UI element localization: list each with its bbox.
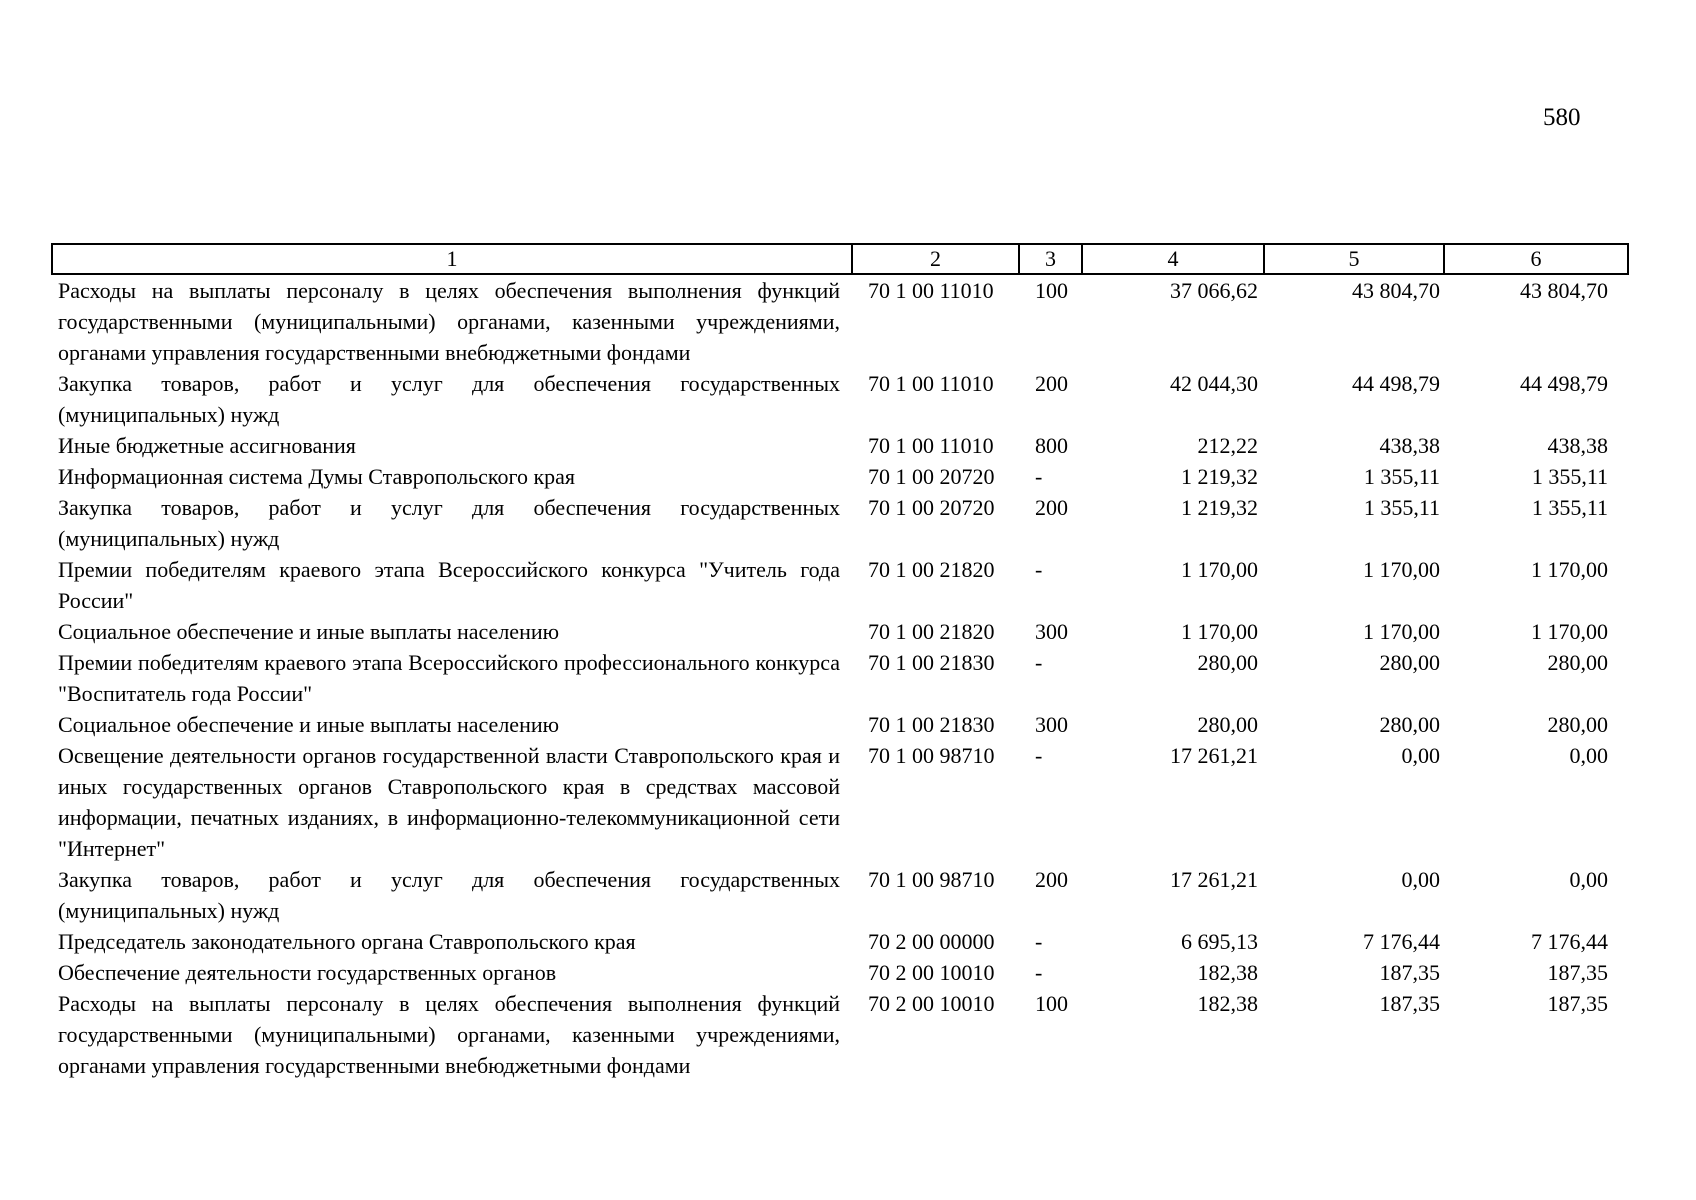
amount-cell-5: 43 804,70 bbox=[1352, 278, 1440, 303]
amount-cell-5: 1 355,11 bbox=[1363, 495, 1440, 520]
target-article-code-cell: 70 2 00 10010 bbox=[868, 960, 995, 985]
amount-cell-4: 1 170,00 bbox=[1181, 557, 1258, 582]
amount-cell-4: 1 219,32 bbox=[1181, 464, 1258, 489]
expense-type-cell: - bbox=[1035, 464, 1043, 489]
amount-cell-4: 182,38 bbox=[1197, 991, 1258, 1016]
row-name-cell: Иные бюджетные ассигнования bbox=[58, 433, 356, 458]
amount-cell-4: 37 066,62 bbox=[1170, 278, 1258, 303]
amount-cell-5: 187,35 bbox=[1379, 991, 1440, 1016]
target-article-code-cell: 70 1 00 21830 bbox=[868, 712, 995, 737]
row-name-cell: Закупка товаров, работ и услуг для обеспечения государственных (муниципальных) нужд bbox=[58, 867, 840, 923]
amount-cell-5: 280,00 bbox=[1379, 650, 1440, 675]
expense-type-cell: 300 bbox=[1035, 712, 1068, 737]
row-name-cell: Премии победителям краевого этапа Всероссийского профессионального конкурса "Воспитатель года России" bbox=[58, 650, 840, 706]
column-header-5: 5 bbox=[1264, 244, 1444, 274]
target-article-code-cell: 70 1 00 20720 bbox=[868, 495, 995, 520]
target-article-code-cell: 70 1 00 98710 bbox=[868, 743, 995, 768]
row-name-cell: Закупка товаров, работ и услуг для обеспечения государственных (муниципальных) нужд bbox=[58, 495, 840, 551]
target-article-code-cell: 70 1 00 21830 bbox=[868, 650, 995, 675]
table-row bbox=[52, 492, 1628, 554]
amount-cell-5: 1 170,00 bbox=[1363, 557, 1440, 582]
amount-cell-4: 1 219,32 bbox=[1181, 495, 1258, 520]
amount-cell-6: 280,00 bbox=[1547, 650, 1608, 675]
amount-cell-6: 1 170,00 bbox=[1531, 619, 1608, 644]
table-body bbox=[52, 274, 1628, 1081]
amount-cell-6: 44 498,79 bbox=[1520, 371, 1608, 396]
amount-cell-4: 1 170,00 bbox=[1181, 619, 1258, 644]
row-name-cell: Освещение деятельности органов государственной власти Ставропольского края и иных государственных органов Ставропольского края в средствах массовой информации, печатных изданиях, в информационно-телекоммуникационной сети "Интернет" bbox=[58, 743, 840, 861]
amount-cell-6: 0,00 bbox=[1569, 867, 1608, 892]
table-row bbox=[52, 647, 1628, 709]
table-row bbox=[52, 554, 1628, 616]
target-article-code-cell: 70 1 00 11010 bbox=[868, 278, 994, 303]
row-name-cell: Социальное обеспечение и иные выплаты населению bbox=[58, 712, 560, 737]
amount-cell-5: 1 355,11 bbox=[1363, 464, 1440, 489]
amount-cell-4: 280,00 bbox=[1197, 650, 1258, 675]
expense-type-cell: 300 bbox=[1035, 619, 1068, 644]
amount-cell-4: 6 695,13 bbox=[1181, 929, 1258, 954]
expense-type-cell: - bbox=[1035, 650, 1043, 675]
amount-cell-4: 42 044,30 bbox=[1170, 371, 1258, 396]
expense-type-cell: - bbox=[1035, 743, 1043, 768]
table-row bbox=[52, 864, 1628, 926]
amount-cell-5: 438,38 bbox=[1379, 433, 1440, 458]
table-row bbox=[52, 709, 1628, 740]
column-header-6: 6 bbox=[1444, 244, 1628, 274]
column-header-2: 2 bbox=[852, 244, 1019, 274]
table-row bbox=[52, 368, 1628, 430]
table-row bbox=[52, 430, 1628, 461]
expense-type-cell: 100 bbox=[1035, 991, 1068, 1016]
amount-cell-5: 7 176,44 bbox=[1363, 929, 1440, 954]
table-row bbox=[52, 740, 1628, 864]
table-row bbox=[52, 926, 1628, 957]
expense-type-cell: 100 bbox=[1035, 278, 1068, 303]
row-name-cell: Социальное обеспечение и иные выплаты населению bbox=[58, 619, 560, 644]
target-article-code-cell: 70 1 00 11010 bbox=[868, 371, 994, 396]
expense-type-cell: - bbox=[1035, 960, 1043, 985]
amount-cell-6: 438,38 bbox=[1547, 433, 1608, 458]
table-row bbox=[52, 988, 1628, 1081]
target-article-code-cell: 70 1 00 21820 bbox=[868, 619, 995, 644]
table-row bbox=[52, 957, 1628, 988]
amount-cell-5: 0,00 bbox=[1401, 743, 1440, 768]
column-header-3: 3 bbox=[1019, 244, 1082, 274]
table-row bbox=[52, 461, 1628, 492]
amount-cell-6: 7 176,44 bbox=[1531, 929, 1608, 954]
amount-cell-5: 187,35 bbox=[1379, 960, 1440, 985]
amount-cell-5: 44 498,79 bbox=[1352, 371, 1440, 396]
column-header-1: 1 bbox=[52, 244, 852, 274]
amount-cell-4: 280,00 bbox=[1197, 712, 1258, 737]
target-article-code-cell: 70 1 00 21820 bbox=[868, 557, 995, 582]
amount-cell-4: 17 261,21 bbox=[1170, 867, 1258, 892]
amount-cell-6: 43 804,70 bbox=[1520, 278, 1608, 303]
target-article-code-cell: 70 2 00 00000 bbox=[868, 929, 995, 954]
row-name-cell: Расходы на выплаты персоналу в целях обеспечения выполнения функций государственными (муниципальными) органами, казенными учреждениями, органами управления государственными внебюджетными фондами bbox=[58, 278, 840, 365]
row-name-cell: Премии победителям краевого этапа Всероссийского конкурса "Учитель года России" bbox=[58, 557, 840, 613]
amount-cell-6: 1 170,00 bbox=[1531, 557, 1608, 582]
header-row bbox=[52, 244, 1628, 274]
amount-cell-4: 17 261,21 bbox=[1170, 743, 1258, 768]
expense-type-cell: 800 bbox=[1035, 433, 1068, 458]
table-header bbox=[52, 244, 1628, 274]
row-name-cell: Обеспечение деятельности государственных органов bbox=[58, 960, 557, 985]
expense-type-cell: 200 bbox=[1035, 371, 1068, 396]
budget-table bbox=[51, 243, 1629, 1081]
expense-type-cell: 200 bbox=[1035, 495, 1068, 520]
page-number: 580 bbox=[1543, 104, 1581, 131]
amount-cell-5: 0,00 bbox=[1401, 867, 1440, 892]
amount-cell-6: 1 355,11 bbox=[1531, 464, 1608, 489]
row-name-cell: Председатель законодательного органа Ставропольского края bbox=[58, 929, 636, 954]
amount-cell-6: 280,00 bbox=[1547, 712, 1608, 737]
amount-cell-4: 182,38 bbox=[1197, 960, 1258, 985]
table-row bbox=[52, 616, 1628, 647]
table-row bbox=[52, 274, 1628, 368]
row-name-cell: Закупка товаров, работ и услуг для обеспечения государственных (муниципальных) нужд bbox=[58, 371, 840, 427]
expense-type-cell: - bbox=[1035, 557, 1043, 582]
row-name-cell: Расходы на выплаты персоналу в целях обеспечения выполнения функций государственными (муниципальными) органами, казенными учреждениями, органами управления государственными внебюджетными фондами bbox=[58, 991, 840, 1078]
target-article-code-cell: 70 1 00 11010 bbox=[868, 433, 994, 458]
amount-cell-5: 1 170,00 bbox=[1363, 619, 1440, 644]
amount-cell-4: 212,22 bbox=[1197, 433, 1258, 458]
row-name-cell: Информационная система Думы Ставропольского края bbox=[58, 464, 576, 489]
expense-type-cell: 200 bbox=[1035, 867, 1068, 892]
target-article-code-cell: 70 1 00 98710 bbox=[868, 867, 995, 892]
amount-cell-5: 280,00 bbox=[1379, 712, 1440, 737]
amount-cell-6: 0,00 bbox=[1569, 743, 1608, 768]
amount-cell-6: 187,35 bbox=[1547, 991, 1608, 1016]
target-article-code-cell: 70 2 00 10010 bbox=[868, 991, 995, 1016]
amount-cell-6: 187,35 bbox=[1547, 960, 1608, 985]
target-article-code-cell: 70 1 00 20720 bbox=[868, 464, 995, 489]
amount-cell-6: 1 355,11 bbox=[1531, 495, 1608, 520]
expense-type-cell: - bbox=[1035, 929, 1043, 954]
column-header-4: 4 bbox=[1082, 244, 1264, 274]
